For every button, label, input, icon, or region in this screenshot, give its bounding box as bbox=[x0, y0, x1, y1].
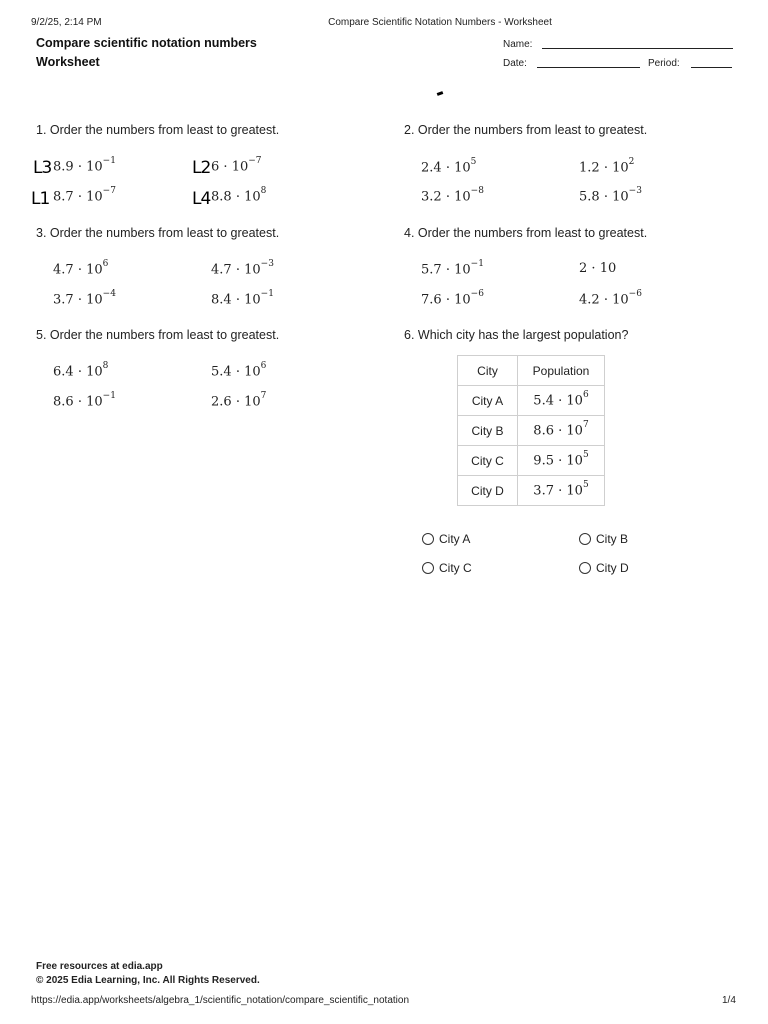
print-url: https://edia.app/worksheets/algebra_1/scientific_notation/compare_scientific_notation bbox=[31, 995, 410, 1006]
q4-number-4: $4.2 \cdot 10^{-6}$ bbox=[579, 289, 642, 308]
handwritten-mark: L2 bbox=[192, 158, 211, 178]
q4-number-2: 2 · 10 bbox=[579, 261, 617, 276]
table-cell-population: $5.4 \cdot 10^6$ bbox=[518, 386, 605, 416]
option-label: City D bbox=[596, 561, 629, 575]
option-label: City C bbox=[439, 561, 472, 575]
q1-number-3: $8.7 \cdot 10^{-7}$ bbox=[53, 186, 116, 205]
table-cell-city: City B bbox=[458, 416, 518, 446]
print-page-number: 1/4 bbox=[722, 995, 736, 1006]
stray-pen-mark bbox=[437, 91, 444, 96]
option-label: City A bbox=[439, 532, 471, 546]
footer-copyright: © 2025 Edia Learning, Inc. All Rights Reserved. bbox=[36, 975, 260, 986]
period-field[interactable] bbox=[691, 67, 732, 68]
date-label: Date: bbox=[503, 58, 527, 69]
table-cell-population: $9.5 \cdot 10^5$ bbox=[518, 446, 605, 476]
option-city-b[interactable] bbox=[579, 532, 628, 546]
q5-number-3: $8.6 \cdot 10^{-1}$ bbox=[53, 391, 116, 410]
q2-number-4: $5.8 \cdot 10^{-3}$ bbox=[579, 186, 642, 205]
period-label: Period: bbox=[648, 58, 680, 69]
print-datetime: 9/2/25, 2:14 PM bbox=[31, 17, 102, 28]
q3-number-2: $4.7 \cdot 10^{-3}$ bbox=[211, 259, 274, 278]
table-cell-city: City A bbox=[458, 386, 518, 416]
date-field[interactable] bbox=[537, 67, 640, 68]
table-row bbox=[458, 476, 605, 506]
footer-resources: Free resources at edia.app bbox=[36, 961, 163, 972]
q5-number-4: $2.6 \cdot 10^7$ bbox=[211, 391, 267, 410]
table-cell-population: $8.6 \cdot 10^7$ bbox=[518, 416, 605, 446]
name-label: Name: bbox=[503, 39, 533, 50]
option-city-d[interactable] bbox=[579, 561, 629, 575]
table-header-city: City bbox=[458, 356, 518, 386]
name-field[interactable] bbox=[542, 48, 733, 49]
radio-button-icon[interactable] bbox=[579, 562, 591, 574]
radio-button-icon[interactable] bbox=[579, 533, 591, 545]
table-header-row bbox=[458, 356, 605, 386]
option-city-a[interactable] bbox=[422, 532, 470, 546]
q1-number-2: $6 \cdot 10^{-7}$ bbox=[211, 156, 262, 175]
table-cell-city: City C bbox=[458, 446, 518, 476]
question-1-prompt: 1. Order the numbers from least to greatest. bbox=[36, 123, 280, 137]
q1-number-4: $8.8 \cdot 10^8$ bbox=[211, 186, 267, 205]
table-cell-city: City D bbox=[458, 476, 518, 506]
handwritten-mark: L3 bbox=[33, 158, 52, 178]
print-doc-title: Compare Scientific Notation Numbers - Worksheet bbox=[328, 17, 552, 28]
q3-number-4: $8.4 \cdot 10^{-1}$ bbox=[211, 289, 274, 308]
table-header-population: Population bbox=[518, 356, 605, 386]
population-table bbox=[457, 355, 605, 506]
table-row bbox=[458, 386, 605, 416]
handwritten-mark: L4 bbox=[192, 189, 211, 209]
question-5-prompt: 5. Order the numbers from least to greatest. bbox=[36, 328, 280, 342]
question-2-prompt: 2. Order the numbers from least to greatest. bbox=[404, 123, 648, 137]
handwritten-mark: L1 bbox=[31, 189, 50, 209]
q4-number-3: $7.6 \cdot 10^{-6}$ bbox=[421, 289, 484, 308]
q3-number-3: $3.7 \cdot 10^{-4}$ bbox=[53, 289, 116, 308]
q5-number-2: $5.4 \cdot 10^6$ bbox=[211, 361, 267, 380]
q4-number-1: $5.7 \cdot 10^{-1}$ bbox=[421, 259, 484, 278]
radio-button-icon[interactable] bbox=[422, 562, 434, 574]
question-4-prompt: 4. Order the numbers from least to greatest. bbox=[404, 226, 648, 240]
option-label: City B bbox=[596, 532, 629, 546]
table-row bbox=[458, 446, 605, 476]
table-cell-population: $3.7 \cdot 10^5$ bbox=[518, 476, 605, 506]
radio-button-icon[interactable] bbox=[422, 533, 434, 545]
q3-number-1: $4.7 \cdot 10^6$ bbox=[53, 259, 109, 278]
worksheet-title: Compare scientific notation numbers bbox=[36, 36, 257, 50]
question-3-prompt: 3. Order the numbers from least to greatest. bbox=[36, 226, 280, 240]
q2-number-3: $3.2 \cdot 10^{-8}$ bbox=[421, 186, 484, 205]
worksheet-subtitle: Worksheet bbox=[36, 55, 100, 69]
option-city-c[interactable] bbox=[422, 561, 472, 575]
q2-number-1: $2.4 \cdot 10^5$ bbox=[421, 157, 477, 176]
q1-number-1: $8.9 \cdot 10^{-1}$ bbox=[53, 156, 116, 175]
table-row bbox=[458, 416, 605, 446]
question-6-prompt: 6. Which city has the largest population? bbox=[404, 328, 629, 342]
q2-number-2: $1.2 \cdot 10^2$ bbox=[579, 157, 635, 176]
q5-number-1: $6.4 \cdot 10^8$ bbox=[53, 361, 109, 380]
